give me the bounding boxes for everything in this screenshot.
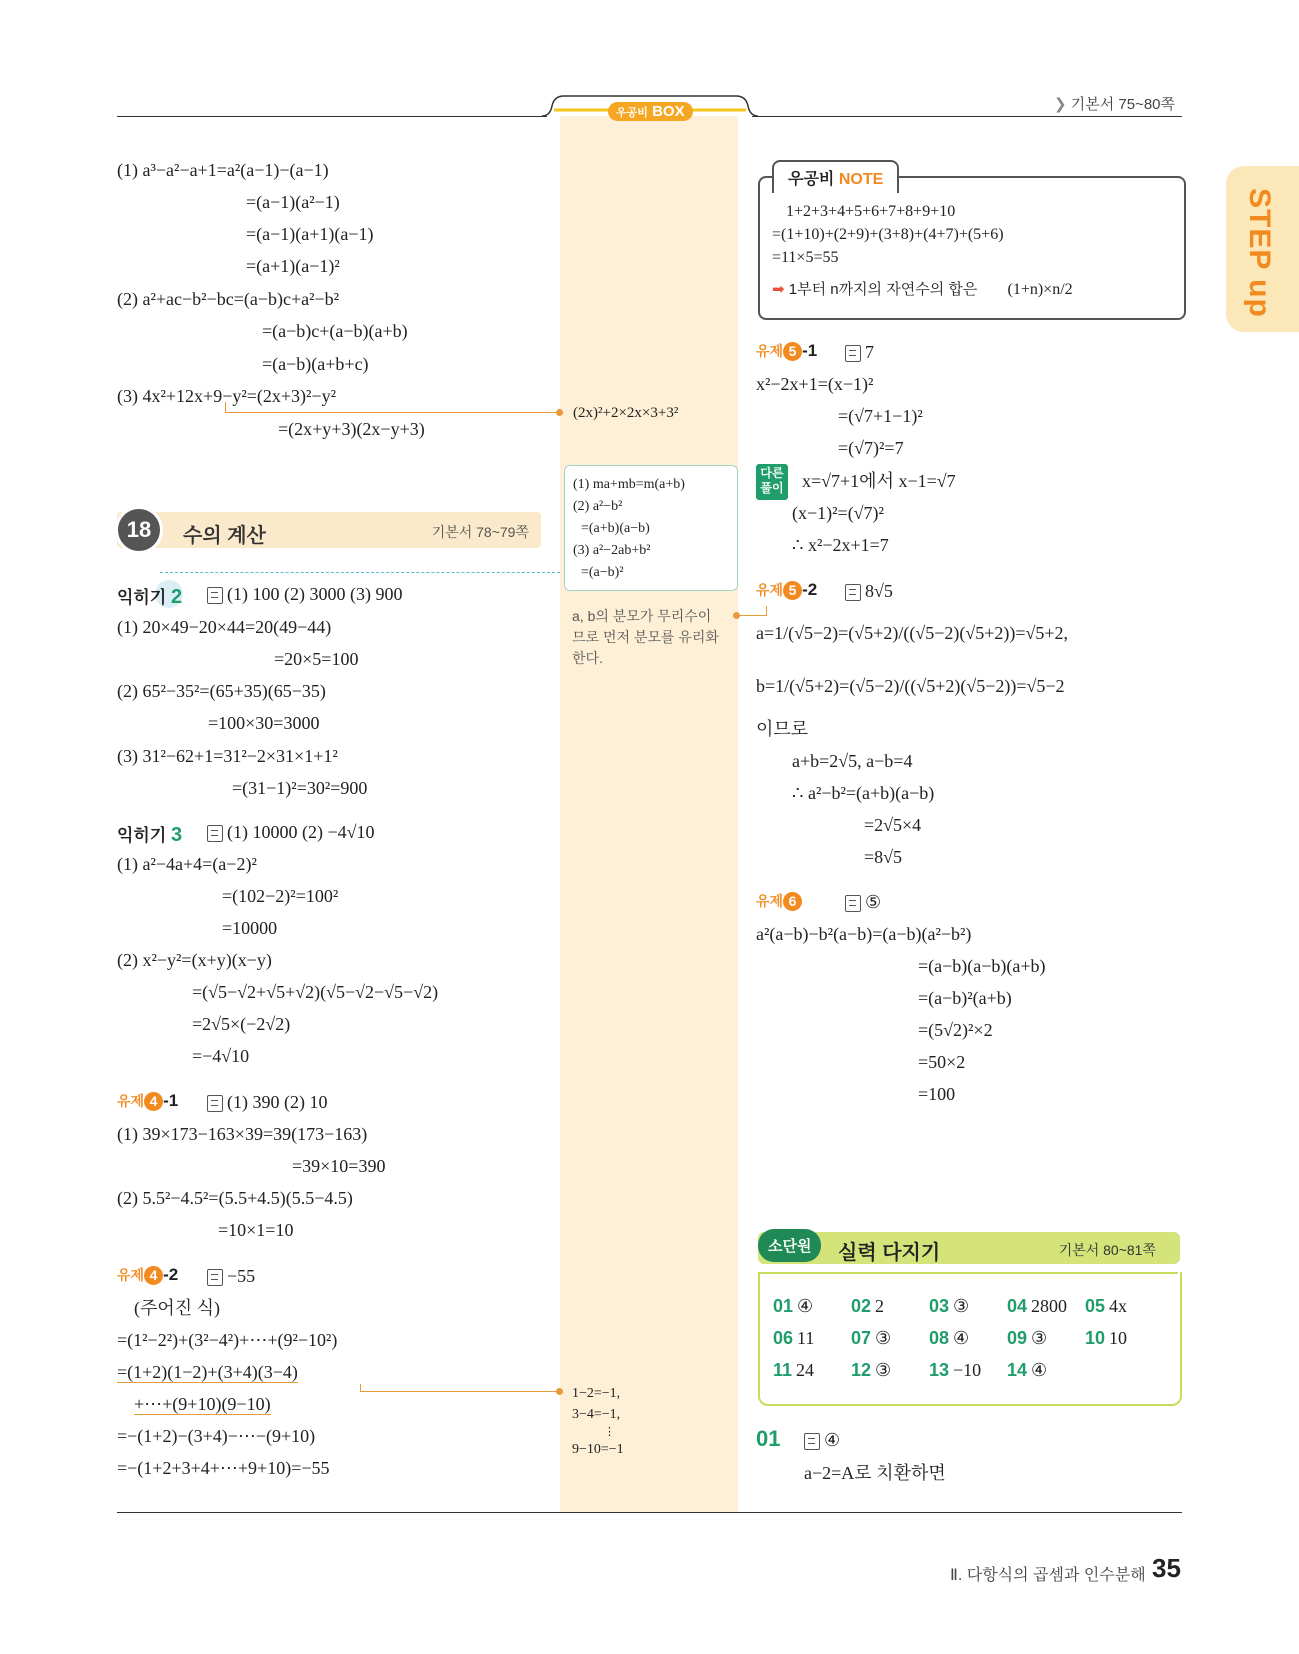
math-line: (2) 5.5²−4.5²=(5.5+4.5)(5.5−4.5) xyxy=(117,1188,353,1208)
connector xyxy=(225,412,560,413)
answer-item xyxy=(1007,1360,1047,1381)
math-line: =(a−1)(a²−1) xyxy=(246,192,340,212)
answer: −55 xyxy=(207,1266,255,1286)
math-line: =(√7+1−1)² xyxy=(838,406,923,426)
math-line: =100×30=3000 xyxy=(208,713,320,733)
answer-icon xyxy=(207,1269,223,1286)
answer-value: 4x xyxy=(1109,1296,1128,1316)
answer-number: 06 xyxy=(773,1328,794,1348)
header-rule-left xyxy=(117,116,547,117)
answer-item xyxy=(851,1360,891,1381)
math-line: (2) 65²−35²=(65+35)(65−35) xyxy=(117,681,326,701)
note-line: 1+2+3+4+5+6+7+8+9+10 xyxy=(786,203,956,220)
answer-item xyxy=(773,1360,814,1381)
connector xyxy=(766,606,767,616)
answer-item xyxy=(851,1328,891,1349)
math-line: (2) x²−y²=(x+y)(x−y) xyxy=(117,950,272,970)
answer-number: 10 xyxy=(1085,1328,1106,1348)
formula-line: (3) a²−2ab+b² xyxy=(573,543,651,558)
answer-number: 01 xyxy=(773,1296,794,1316)
answer-value: 24 xyxy=(796,1360,815,1380)
answer-value: 11 xyxy=(797,1328,815,1348)
arrow-right-icon: ➡ xyxy=(772,281,785,298)
math-line: =8√5 xyxy=(864,847,903,867)
answer-item xyxy=(1085,1328,1127,1349)
math-line: =(a−1)(a+1)(a−1) xyxy=(246,224,374,244)
formula-line: (1) ma+mb=m(a+b) xyxy=(573,477,685,492)
answer-item xyxy=(929,1360,981,1381)
silryeok-badge: 소단원 xyxy=(758,1229,821,1262)
box-note-3: 1−2=−1, 3−4=−1, ⋮ 9−10=−1 xyxy=(572,1386,624,1457)
box-label: 우공비 BOX xyxy=(608,102,693,121)
answer: (1) 390 (2) 10 xyxy=(207,1092,327,1112)
yuje-label: 유제 4 -2 xyxy=(117,1265,179,1284)
yuje-label: 유제 5 -1 xyxy=(756,341,818,360)
answer: 7 xyxy=(845,342,874,362)
silryeok-answer-box-top xyxy=(758,1272,1178,1292)
answer-value: ③ xyxy=(953,1296,970,1316)
answer-item xyxy=(929,1296,969,1317)
connector xyxy=(737,615,767,616)
answer-value: ④ xyxy=(1031,1360,1048,1380)
page-number: 35 xyxy=(1152,1553,1181,1583)
math-line: =(a+1)(a−1)² xyxy=(246,256,340,276)
side-tab: STEP up xyxy=(1226,166,1299,332)
answer-icon xyxy=(845,584,861,601)
math-line: (3) 4x²+12x+9−y²=(2x+3)²−y² xyxy=(117,386,336,406)
answer-icon xyxy=(207,1095,223,1112)
math-line: =−(1+2)−(3+4)−⋯−(9+10) xyxy=(117,1426,316,1446)
answer-item xyxy=(1085,1296,1127,1317)
answer: (1) 10000 (2) −4√10 xyxy=(207,822,375,842)
answer-number: 07 xyxy=(851,1328,872,1348)
answer-icon xyxy=(845,345,861,362)
math-line: 이므로 xyxy=(756,719,809,739)
answer: 8√5 xyxy=(845,581,893,601)
math-line: a−2=A로 치환하면 xyxy=(804,1463,946,1483)
answer-value: ④ xyxy=(953,1328,970,1348)
answer-value: ④ xyxy=(797,1296,814,1316)
answer-item xyxy=(1007,1296,1067,1317)
dashed-rule xyxy=(160,572,560,573)
header-ref: ❯ 기본서 75~80쪽 xyxy=(1054,96,1176,113)
answer-number: 04 xyxy=(1007,1296,1028,1316)
silryeok-title: 실력 다지기 xyxy=(838,1242,941,1264)
connector xyxy=(360,1391,560,1392)
answer-value: 2800 xyxy=(1031,1296,1068,1316)
answer-number: 12 xyxy=(851,1360,872,1380)
math-line: =2√5×4 xyxy=(864,815,922,835)
section-18-header xyxy=(117,512,541,548)
math-line: b=1/(√5+2)=(√5−2)/((√5+2)(√5−2))=√5−2 xyxy=(756,676,1065,696)
math-line: (1) 20×49−20×44=20(49−44) xyxy=(117,617,332,637)
answer: ⑤ xyxy=(845,892,881,912)
math-line: ∴ x²−2x+1=7 xyxy=(792,535,889,555)
note-line: =11×5=55 xyxy=(772,249,839,266)
answer-value: ③ xyxy=(875,1328,892,1348)
math-line: =(a−b)(a+b+c) xyxy=(262,354,369,374)
answer-number: 02 xyxy=(851,1296,872,1316)
yuje-label: 유제 4 -1 xyxy=(117,1091,179,1110)
footer-rule xyxy=(117,1512,1182,1513)
math-line: =(a−b)²(a+b) xyxy=(918,988,1012,1008)
ugongbi-note xyxy=(758,171,1186,320)
math-line: =2√5×(−2√2) xyxy=(192,1014,291,1034)
math-line: x=√7+1에서 x−1=√7 xyxy=(802,471,956,491)
silryeok-ref: 기본서 80~81쪽 xyxy=(1058,1242,1156,1258)
formula-line: =(a−b)² xyxy=(581,565,624,580)
math-line: =(1+2)(1−2)+(3+4)(3−4) xyxy=(117,1362,298,1382)
math-line: a+b=2√5, a−b=4 xyxy=(792,751,913,771)
header-rule-right xyxy=(752,116,1182,117)
math-line: =(√5−√2+√5+√2)(√5−√2−√5−√2) xyxy=(192,982,439,1002)
math-line: =(a−b)c+(a−b)(a+b) xyxy=(262,321,408,341)
chevron-right-icon: ❯ xyxy=(1054,96,1067,113)
math-line: +⋯+(9+10)(9−10) xyxy=(134,1394,271,1414)
math-line: (2) a²+ac−b²−bc=(a−b)c+a²−b² xyxy=(117,289,340,309)
answer-item xyxy=(773,1296,813,1317)
answer-icon xyxy=(845,895,861,912)
yuje-label: 유제 6 xyxy=(756,891,802,911)
math-line: =−(1+2+3+4+⋯+9+10)=−55 xyxy=(117,1458,330,1478)
ugongbi-box-column xyxy=(560,112,738,1512)
formula-box xyxy=(564,465,738,591)
math-line: =(2x+y+3)(2x−y+3) xyxy=(278,419,425,439)
answer-icon xyxy=(207,825,223,842)
question-number: 01 xyxy=(756,1426,781,1451)
answer: ④ xyxy=(804,1430,840,1450)
answer-icon xyxy=(207,587,223,604)
math-line: (3) 31²−62+1=31²−2×31×1+1² xyxy=(117,746,338,766)
answer-value: −10 xyxy=(953,1360,982,1380)
ikhigi-label: 익히기 3 xyxy=(117,824,183,846)
math-line: =20×5=100 xyxy=(274,649,359,669)
math-line: =39×10=390 xyxy=(292,1156,386,1176)
math-line: =(5√2)²×2 xyxy=(918,1020,993,1040)
silryeok-header xyxy=(758,1232,1180,1264)
alt-solution-badge: 다른 풀이 xyxy=(756,464,788,500)
math-line: a²(a−b)−b²(a−b)=(a−b)(a²−b²) xyxy=(756,924,972,944)
math-line: (x−1)²=(√7)² xyxy=(792,503,884,523)
math-line: (1) a²−4a+4=(a−2)² xyxy=(117,854,257,874)
answer-number: 05 xyxy=(1085,1296,1106,1316)
answer-value: ③ xyxy=(1031,1328,1048,1348)
answer-item xyxy=(929,1328,969,1349)
answer-item xyxy=(851,1296,884,1317)
ikhigi-label: 익히기 2 xyxy=(117,586,183,608)
section-number: 18 xyxy=(115,506,163,554)
answer-number: 11 xyxy=(773,1360,793,1380)
note-title: 우공비 NOTE xyxy=(772,160,899,193)
math-line: (1) a³−a²−a+1=a²(a−1)−(a−1) xyxy=(117,160,329,180)
connector-dot xyxy=(556,1388,563,1395)
answer-value: ③ xyxy=(875,1360,892,1380)
math-line: =10000 xyxy=(222,918,278,938)
answer-value: 10 xyxy=(1109,1328,1128,1348)
box-note-1: (2x)²+2×2x×3+3² xyxy=(573,405,679,421)
formula-line: =(a+b)(a−b) xyxy=(581,521,650,536)
answer-item xyxy=(1007,1328,1047,1349)
math-line: =(√7)²=7 xyxy=(838,438,904,458)
note-summary: ➡ 1부터 n까지의 자연수의 합은 (1+n)×n/2 xyxy=(772,281,1073,298)
box-note-2: a, b의 분모가 무리수이 므로 먼저 분모를 유리화 한다. xyxy=(572,608,719,666)
answer-number: 09 xyxy=(1007,1328,1028,1348)
math-line: (주어진 식) xyxy=(134,1298,221,1318)
answer-number: 13 xyxy=(929,1360,950,1380)
math-line: =(102−2)²=100² xyxy=(222,886,339,906)
math-line: ∴ a²−b²=(a+b)(a−b) xyxy=(792,783,935,803)
math-line: =10×1=10 xyxy=(218,1220,294,1240)
section-ref: 기본서 78~79쪽 xyxy=(431,524,529,540)
yuje-label: 유제 5 -2 xyxy=(756,580,818,599)
answer-number: 03 xyxy=(929,1296,950,1316)
math-line: =−4√10 xyxy=(192,1046,250,1066)
answer-item xyxy=(773,1328,814,1349)
math-line: (1) 39×173−163×39=39(173−163) xyxy=(117,1124,368,1144)
answer-number: 14 xyxy=(1007,1360,1028,1380)
math-line: a=1/(√5−2)=(√5+2)/((√5−2)(√5+2))=√5+2, xyxy=(756,623,1069,643)
section-title: 수의 계산 xyxy=(183,525,266,547)
note-line: =(1+10)+(2+9)+(3+8)+(4+7)+(5+6) xyxy=(772,226,1004,243)
math-line: x²−2x+1=(x−1)² xyxy=(756,374,874,394)
answer-number: 08 xyxy=(929,1328,950,1348)
answer: (1) 100 (2) 3000 (3) 900 xyxy=(207,584,402,604)
math-line: =100 xyxy=(918,1084,956,1104)
math-line: =(a−b)(a−b)(a+b) xyxy=(918,956,1046,976)
formula-line: (2) a²−b² xyxy=(573,499,623,514)
math-line: =(31−1)²=30²=900 xyxy=(232,778,368,798)
math-line: =(1²−2²)+(3²−4²)+⋯+(9²−10²) xyxy=(117,1330,338,1350)
answer-icon xyxy=(804,1433,820,1450)
answer-value: 2 xyxy=(875,1296,885,1316)
footer-chapter: Ⅱ. 다항식의 곱셈과 인수분해 xyxy=(950,1567,1146,1584)
math-line: =50×2 xyxy=(918,1052,966,1072)
connector-dot xyxy=(556,409,563,416)
